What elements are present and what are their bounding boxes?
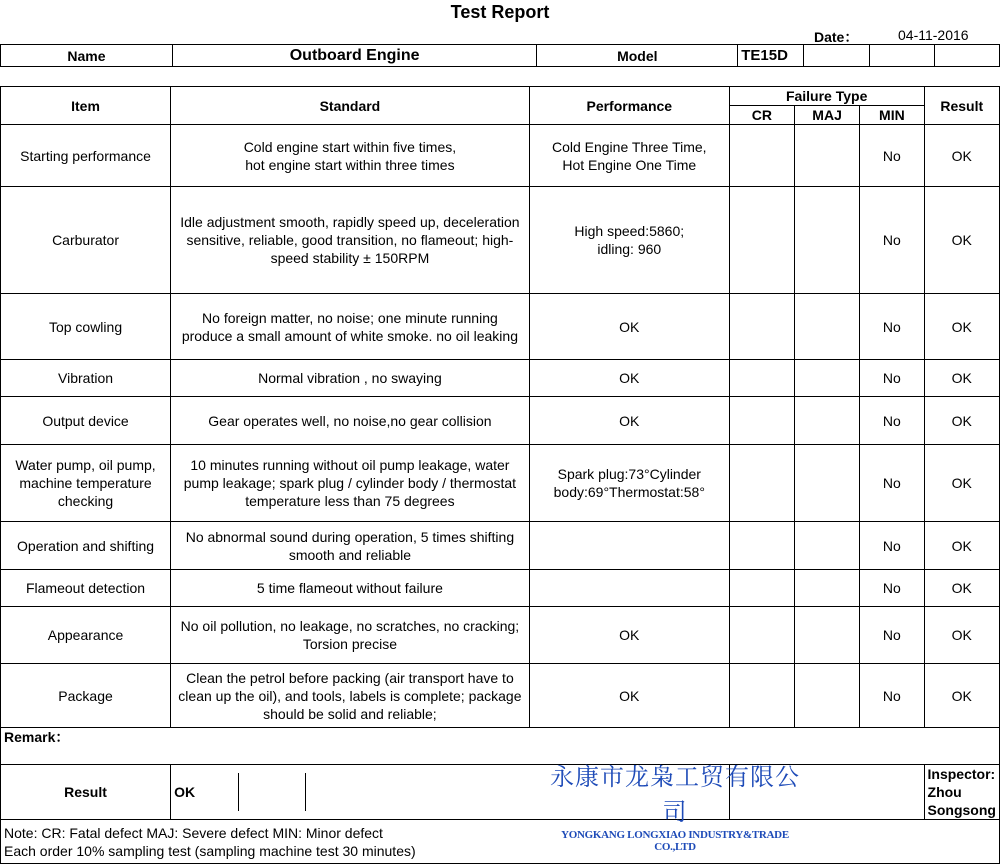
header-table xyxy=(0,44,1000,67)
cell-cr xyxy=(729,125,794,187)
cell-performance: OK xyxy=(529,294,729,360)
cell-cr xyxy=(729,294,794,360)
cell-cr xyxy=(729,360,794,397)
table-row xyxy=(1,125,1000,187)
cell-standard: Idle adjustment smooth, rapidly speed up, deceleration sensitive, reliable, good transition, no flameout; high- speed stability ± 150RPM xyxy=(171,187,530,294)
table-row xyxy=(1,522,1000,570)
cell-standard: 5 time flameout without failure xyxy=(171,570,530,607)
col-header-item: Item xyxy=(1,87,171,125)
cell-performance: OK xyxy=(529,664,729,728)
cell-min: No xyxy=(860,445,924,522)
cell-item: Package xyxy=(1,664,171,728)
name-label: Name xyxy=(1,45,173,67)
cell-cr xyxy=(729,397,794,445)
cell-maj xyxy=(794,187,859,294)
cell-result: OK xyxy=(924,664,999,728)
cell-standard: Gear operates well, no noise,no gear collision xyxy=(171,397,530,445)
cell-item: Output device xyxy=(1,397,171,445)
cell-item: Operation and shifting xyxy=(1,522,171,570)
cell-result: OK xyxy=(924,445,999,522)
empty-cell xyxy=(804,45,870,67)
cell-result: OK xyxy=(924,294,999,360)
remark-label: Remark： xyxy=(1,728,1000,765)
remark-row xyxy=(1,728,1000,765)
cell-performance: Cold Engine Three Time, Hot Engine One Time xyxy=(529,125,729,187)
table-row xyxy=(1,607,1000,664)
cell-result: OK xyxy=(924,125,999,187)
cell-performance: High speed:5860; idling: 960 xyxy=(529,187,729,294)
result-value: OK xyxy=(171,773,239,811)
cell-min: No xyxy=(860,360,924,397)
cell-result: OK xyxy=(924,570,999,607)
cell-performance xyxy=(529,522,729,570)
table-row xyxy=(1,570,1000,607)
cell-standard: Normal vibration , no swaying xyxy=(171,360,530,397)
cell-standard: Clean the petrol before packing (air transport have to clean up the oil), and tools, labels is complete; package should be solid and reliable; xyxy=(171,664,530,728)
table-row xyxy=(1,445,1000,522)
cell-min: No xyxy=(860,664,924,728)
cell-item: Vibration xyxy=(1,360,171,397)
cell-performance: OK xyxy=(529,360,729,397)
cell-min: No xyxy=(860,570,924,607)
date-value: 04-11-2016 xyxy=(898,27,969,43)
col-header-min: MIN xyxy=(860,106,924,125)
inspector-cell xyxy=(924,765,999,820)
cell-result: OK xyxy=(924,607,999,664)
col-header-cr: CR xyxy=(729,106,794,125)
cell-performance: OK xyxy=(529,397,729,445)
cell-standard: No oil pollution, no leakage, no scratches, no cracking; Torsion precise xyxy=(171,607,530,664)
cell-maj xyxy=(794,294,859,360)
stamp-english: YONGKANG LONGXIAO INDUSTRY&TRADE CO.,LTD xyxy=(561,829,789,853)
test-table xyxy=(0,86,1000,864)
cell-performance xyxy=(529,570,729,607)
col-header-performance: Performance xyxy=(529,87,729,125)
report-title: Test Report xyxy=(450,2,550,22)
cell-min: No xyxy=(860,187,924,294)
cell-performance: Spark plug:73°Cylinder body:69°Thermostat:58° xyxy=(529,445,729,522)
cell-standard: No abnormal sound during operation, 5 times shifting smooth and reliable xyxy=(171,522,530,570)
date-label: Date： xyxy=(814,29,859,45)
inspector-label: Inspector: xyxy=(927,766,996,782)
cell-maj xyxy=(794,445,859,522)
cell-result: OK xyxy=(924,397,999,445)
cell-item: Water pump, oil pump, machine temperature checking xyxy=(1,445,171,522)
cell-cr xyxy=(729,445,794,522)
col-header-failure-type: Failure Type xyxy=(729,87,924,106)
empty-cell xyxy=(935,45,1000,67)
cell-performance: OK xyxy=(529,607,729,664)
cell-min: No xyxy=(860,397,924,445)
cell-cr xyxy=(729,522,794,570)
cell-min: No xyxy=(860,522,924,570)
table-row xyxy=(1,360,1000,397)
cell-cr xyxy=(729,187,794,294)
cell-item: Top cowling xyxy=(1,294,171,360)
cell-maj xyxy=(794,360,859,397)
cell-result: OK xyxy=(924,187,999,294)
cell-min: No xyxy=(860,125,924,187)
company-stamp xyxy=(540,757,810,853)
cell-item: Flameout detection xyxy=(1,570,171,607)
cell-standard: 10 minutes running without oil pump leakage, water pump leakage; spark plug / cylinder body / thermostat temperature less than 75 degrees xyxy=(171,445,530,522)
cell-cr xyxy=(729,607,794,664)
note-line: Note: CR: Fatal defect MAJ: Severe defect MIN: Minor defect xyxy=(4,824,383,841)
cell-result: OK xyxy=(924,360,999,397)
cell-standard: No foreign matter, no noise; one minute running produce a small amount of white smoke. no oil leaking xyxy=(171,294,530,360)
cell-item: Appearance xyxy=(1,607,171,664)
cell-maj xyxy=(794,664,859,728)
cell-min: No xyxy=(860,607,924,664)
empty-cell xyxy=(870,45,935,67)
cell-maj xyxy=(794,522,859,570)
cell-min: No xyxy=(860,294,924,360)
notes xyxy=(1,820,1000,864)
col-header-standard: Standard xyxy=(171,87,530,125)
table-row xyxy=(1,187,1000,294)
cell-result: OK xyxy=(924,522,999,570)
col-header-maj: MAJ xyxy=(794,106,859,125)
cell-maj xyxy=(794,397,859,445)
table-row xyxy=(1,664,1000,728)
cell-maj xyxy=(794,125,859,187)
cell-cr xyxy=(729,570,794,607)
inspector-name: Zhou Songsong xyxy=(927,784,996,818)
note-line: Each order 10% sampling test (sampling machine test 30 minutes) xyxy=(4,842,416,859)
name-value: Outboard Engine xyxy=(172,45,537,67)
result-label: Result xyxy=(1,765,171,820)
cell-item: Starting performance xyxy=(1,125,171,187)
stamp-chinese: 永康市龙枭工贸有限公司 xyxy=(550,763,800,826)
empty-cell xyxy=(239,773,306,811)
result-row xyxy=(1,765,1000,820)
table-row xyxy=(1,294,1000,360)
cell-maj xyxy=(794,570,859,607)
col-header-result: Result xyxy=(924,87,999,125)
model-label: Model xyxy=(537,45,738,67)
model-value: TE15D xyxy=(738,45,804,67)
cell-cr xyxy=(729,664,794,728)
cell-standard: Cold engine start within five times, hot engine start within three times xyxy=(171,125,530,187)
cell-maj xyxy=(794,607,859,664)
notes-row xyxy=(1,820,1000,864)
table-row xyxy=(1,397,1000,445)
cell-item: Carburator xyxy=(1,187,171,294)
